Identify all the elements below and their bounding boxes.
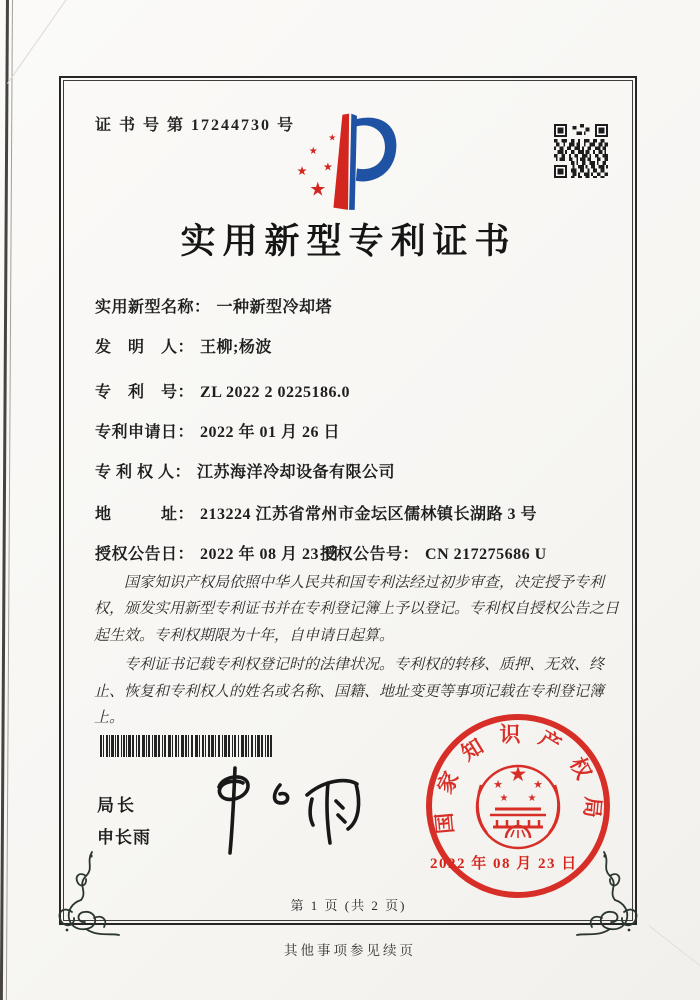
field-value: 王柳;杨波 [200, 339, 272, 356]
svg-text:★: ★ [493, 778, 503, 791]
field-value: 2022 年 01 月 26 日 [200, 424, 341, 441]
field-row-patentee [95, 459, 395, 482]
svg-text:★: ★ [499, 793, 509, 804]
svg-text:★: ★ [508, 762, 528, 786]
field-label: 发 明 人： [95, 339, 195, 356]
field-label: 地 址： [95, 506, 195, 523]
field-label: 专利申请日： [95, 424, 195, 441]
grant-number-label: 授权公告号： [320, 546, 420, 563]
svg-text:★: ★ [309, 178, 327, 201]
signer-title: 局长 [97, 796, 137, 815]
certificate-number: 证 书 号 第 17244730 号 [95, 117, 296, 134]
certificate-title: 实用新型专利证书 [180, 222, 517, 261]
field-value: 江苏海洋冷却设备有限公司 [197, 464, 396, 481]
qr-code-icon [554, 124, 608, 178]
grant-number-value: CN 217275686 U [425, 546, 547, 563]
svg-text:★: ★ [527, 793, 537, 804]
field-row-patent-number [95, 379, 350, 402]
director-signature [185, 763, 375, 859]
svg-text:★: ★ [328, 133, 337, 144]
barcode-icon [100, 735, 272, 757]
flourish-corner-right [576, 850, 662, 938]
field-value: 一种新型冷却塔 [216, 299, 333, 316]
field-value: ZL 2022 2 0225186.0 [200, 384, 350, 401]
field-label: 实用新型名称： [95, 299, 211, 316]
seal-date: 2022 年 08 月 23 日 [430, 856, 578, 872]
signer-name: 申长雨 [97, 828, 151, 847]
field-row-address [95, 501, 537, 524]
field-row-filing-date [95, 419, 340, 442]
corner-crease [7, 0, 71, 84]
svg-text:★: ★ [308, 145, 318, 157]
field-label: 专 利 权 人： [95, 464, 192, 481]
legal-body-text [94, 570, 630, 734]
field-row-name [95, 294, 332, 317]
flourish-corner-left [34, 850, 120, 938]
legal-paragraph-2: 专利证书记载专利权登记时的法律状况。专利权的转移、质押、无效、终止、恢复和专利权人的姓名或名称、国籍、地址变更等事项记载在专利登记簿上。 [94, 657, 605, 726]
grant-date-value: 2022 年 08 月 23 日 [200, 546, 341, 563]
field-value: 213224 江苏省常州市金坛区儒林镇长湖路 3 号 [200, 506, 538, 523]
grant-date-label: 授权公告日： [95, 546, 195, 563]
field-label: 专 利 号： [95, 384, 195, 401]
field-row-inventors [95, 334, 272, 357]
page-number: 第 1 页 (共 2 页) [290, 898, 407, 913]
cnipa-logo-icon [292, 110, 404, 218]
field-row-grant [95, 541, 547, 564]
legal-paragraph-1: 国家知识产权局依照中华人民共和国专利法经过初步审查，决定授予专利权，颁发实用新型专利证书并在专利登记簿上予以登记。专利权自授权公告之日起生效。专利权期限为十年，自申请日起算。 [94, 575, 620, 644]
seal-ring-text: 国家知识产权局 [430, 722, 606, 835]
svg-text:★: ★ [322, 160, 333, 174]
footer-note: 其他事项参见续页 [284, 943, 416, 958]
svg-text:★: ★ [296, 164, 308, 179]
svg-text:★: ★ [533, 778, 543, 791]
